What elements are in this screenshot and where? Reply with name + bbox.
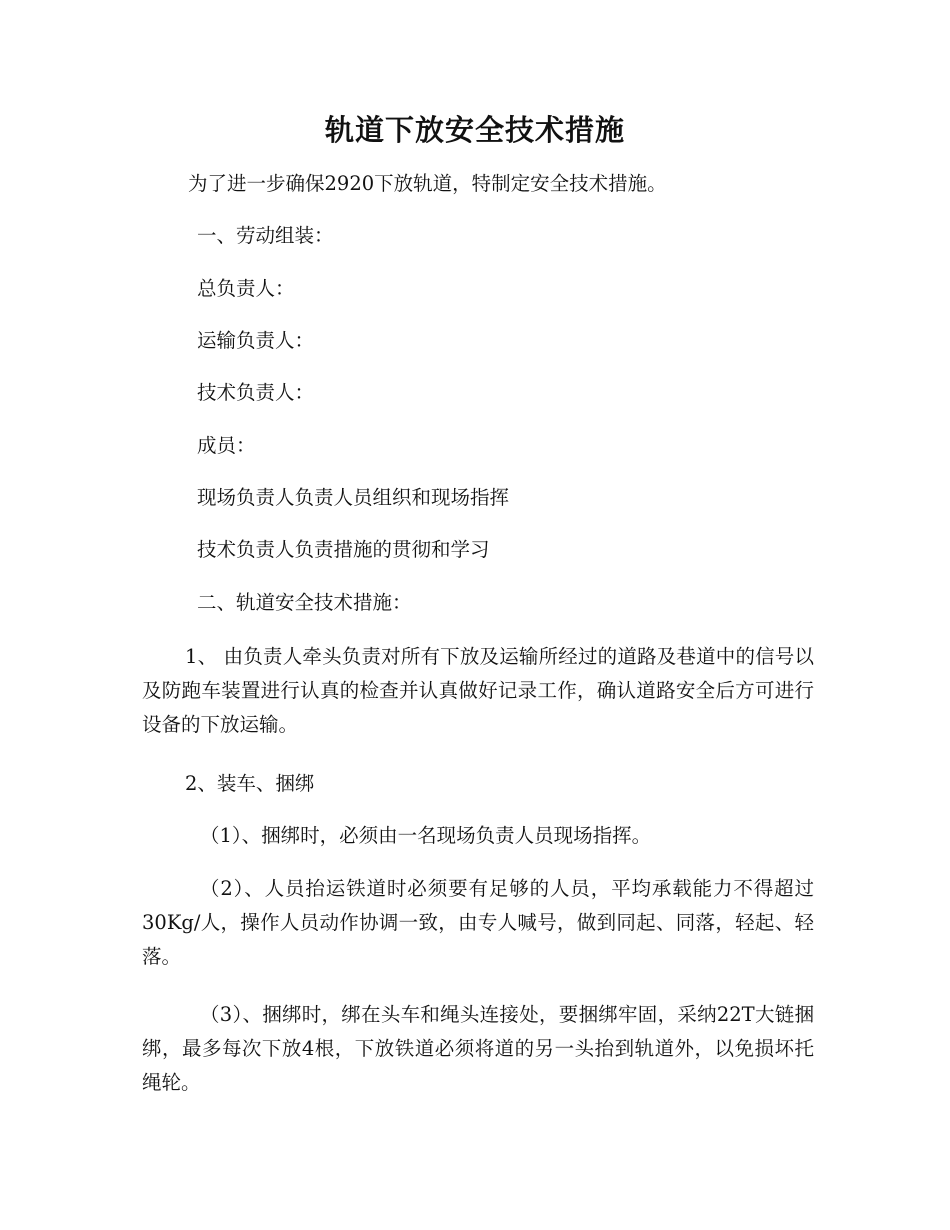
document-title: 轨道下放安全技术措施 [324,113,625,147]
list-item: 技术负责人： [197,381,315,404]
list-item: 成员： [197,434,256,457]
section-1-heading: 一、劳动组装： [197,224,334,247]
paragraph-1: 1、 由负责人牵头负责对所有下放及运输所经过的道路及巷道中的信号以及防跑车装置进行认真的检查并认真做好记录工作，确认道路安全后方可进行设备的下放运输。 [142,645,814,736]
list-item: 现场负责人负责人员组织和现场指挥 [197,486,510,509]
section-2-heading: 二、轨道安全技术措施： [197,591,412,614]
paragraph-2-2: （2）、人员抬运铁道时必须要有足够的人员，平均承载能力不得超过30Kg/人，操作人员动作协调一致，由专人喊号，做到同起、同落，轻起、轻落。 [142,877,814,968]
paragraph-2-1: （1）、捆绑时，必须由一名现场负责人员现场指挥。 [200,824,652,847]
list-item: 总负责人： [197,277,295,300]
paragraph-2-3: （3）、捆绑时，绑在头车和绳头连接处，要捆绑牢固，采纳22T大链捆绑，最多每次下放4根，下放铁道必须将道的另一头抬到轨道外，以免损坏托绳轮。 [142,1003,814,1094]
list-item: 运输负责人： [197,329,315,352]
intro-text: 为了进一步确保2920下放轨道，特制定安全技术措施。 [188,172,667,195]
paragraph-2-heading: 2、装车、捆绑 [185,772,315,795]
list-item: 技术负责人负责措施的贯彻和学习 [197,538,490,561]
